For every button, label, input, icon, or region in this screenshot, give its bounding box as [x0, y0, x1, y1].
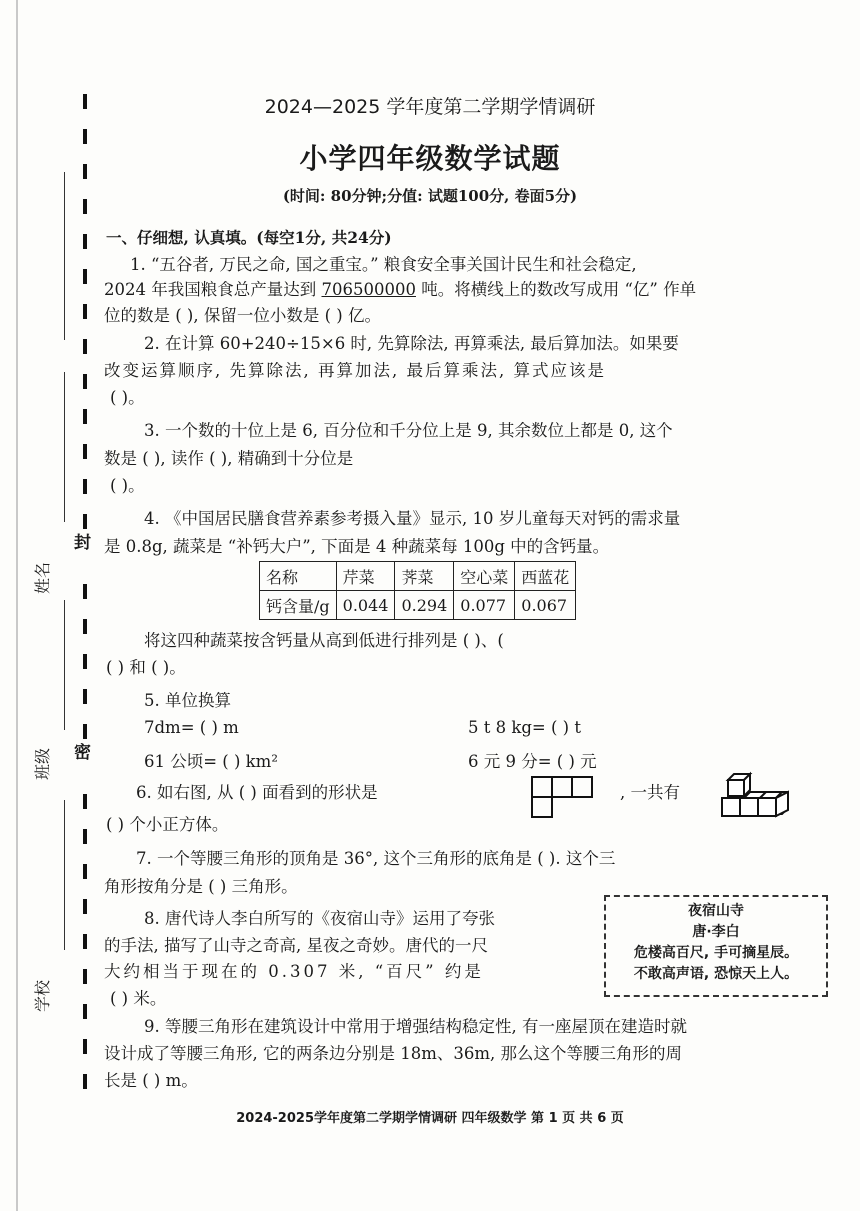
- binding-dash: [83, 794, 87, 809]
- q3-line1: 3. 一个数的十位上是 6, 百分位和千分位上是 9, 其余数位上都是 0, 这个: [144, 421, 673, 440]
- q1-line3: 位的数是 ( ), 保留一位小数是 ( ) 亿。: [104, 306, 381, 325]
- table-cell: 芹菜: [336, 562, 395, 591]
- calcium-table: [259, 561, 576, 620]
- q1-line1: 1. “五谷者, 万民之命, 国之重宝。” 粮食安全事关国计民生和社会稳定,: [130, 255, 637, 274]
- binding-dash: [83, 1004, 87, 1019]
- binding-dash: [83, 1039, 87, 1054]
- table-cell: 0.077: [454, 591, 515, 620]
- binding-dash: [83, 234, 87, 249]
- scan-edge-line: [16, 0, 18, 1211]
- binding-dash: [83, 514, 87, 529]
- table-cell: 0.067: [515, 591, 576, 620]
- poem-title: 夜宿山寺: [688, 903, 744, 919]
- q6-line1b: , 一共有: [620, 783, 680, 802]
- table-cell: 荠菜: [395, 562, 454, 591]
- class-line: [64, 372, 65, 522]
- q5-c: 61 公顷= ( ) km²: [144, 752, 278, 771]
- page-footer: 2024-2025学年度第二学期学情调研 四年级数学 第 1 页 共 6 页: [236, 1111, 624, 1126]
- section-title: 一、仔细想, 认真填。(每空1分, 共24分): [106, 228, 392, 247]
- secret-mark: 密: [74, 743, 91, 763]
- binding-dash: [83, 269, 87, 284]
- binding-dash: [83, 619, 87, 634]
- poem-box: [604, 895, 828, 997]
- q4-line2: 是 0.8g, 蔬菜是 “补钙大户”, 下面是 4 种蔬菜每 100g 中的含钙量。: [104, 537, 610, 556]
- binding-dash: [83, 934, 87, 949]
- q6-line2: ( ) 个小正方体。: [106, 815, 229, 834]
- school-line: [64, 800, 65, 950]
- q8-line3: 大约相当于现在的 0.307 米, “百尺” 约是: [104, 962, 484, 981]
- seal-mark: 封: [74, 533, 91, 553]
- q6-line1a: 6. 如右图, 从 ( ) 面看到的形状是: [136, 783, 378, 802]
- q4-line4: ( ) 和 ( )。: [106, 658, 186, 677]
- binding-dash: [83, 969, 87, 984]
- binding-dash: [83, 829, 87, 844]
- poem-line: 不敢高声语, 恐惊天上人。: [633, 966, 799, 982]
- binding-dash: [83, 479, 87, 494]
- binding-dash: [83, 339, 87, 354]
- binding-dash: [83, 724, 87, 739]
- class-label: 班级: [33, 747, 52, 780]
- exam-session: 2024—2025 学年度第二学期学情调研: [264, 96, 596, 118]
- binding-dash: [83, 1074, 87, 1089]
- table-cell: 西蓝花: [515, 562, 576, 591]
- cube-stack-figure: [718, 770, 798, 826]
- exam-meta: (时间: 80分钟;分值: 试题100分, 卷面5分): [282, 187, 578, 205]
- binding-dash: [83, 444, 87, 459]
- binding-dash: [83, 654, 87, 669]
- q4-line3: 将这四种蔬菜按含钙量从高到低进行排列是 ( )、(: [144, 631, 504, 650]
- q7-line2: 角形按角分是 ( ) 三角形。: [104, 877, 298, 896]
- q9-line1: 9. 等腰三角形在建筑设计中常用于增强结构稳定性, 有一座屋顶在建造时就: [144, 1017, 687, 1036]
- class-line-2: [64, 600, 65, 730]
- view-shape-figure: [528, 773, 598, 823]
- q1-number: 706500000: [321, 280, 416, 299]
- table-cell: 名称: [260, 562, 337, 591]
- q5-a: 7dm= ( ) m: [144, 718, 239, 737]
- table-cell: 钙含量/g: [260, 591, 337, 620]
- q2-line1: 2. 在计算 60+240÷15×6 时, 先算除法, 再算乘法, 最后算加法。如果要: [144, 334, 679, 353]
- q2-line3: ( )。: [110, 388, 145, 407]
- poem-author: 唐·李白: [692, 924, 740, 940]
- table-row: [260, 591, 576, 620]
- table-header-row: [260, 562, 576, 591]
- q9-line2: 设计成了等腰三角形, 它的两条边分别是 18m、36m, 那么这个等腰三角形的周: [104, 1044, 683, 1063]
- table-cell: 0.044: [336, 591, 395, 620]
- q5-title: 5. 单位换算: [144, 691, 231, 710]
- q3-line2: 数是 ( ), 读作 ( ), 精确到十分位是: [104, 449, 354, 468]
- binding-dash: [83, 864, 87, 879]
- q1-line2: 2024 年我国粮食总产量达到 706500000 吨。将横线上的数改写成用 “亿” 作单: [104, 280, 697, 299]
- q5-d: 6 元 9 分= ( ) 元: [468, 752, 597, 771]
- binding-dash: [83, 409, 87, 424]
- q8-line2: 的手法, 描写了山寺之奇高, 星夜之奇妙。唐代的一尺: [104, 936, 488, 955]
- q7-line1: 7. 一个等腰三角形的顶角是 36°, 这个三角形的底角是 ( ). 这个三: [136, 849, 616, 868]
- binding-dash: [83, 304, 87, 319]
- q2-line2: 改变运算顺序, 先算除法, 再算加法, 最后算乘法, 算式应该是: [104, 361, 606, 380]
- exam-title: 小学四年级数学试题: [299, 142, 561, 175]
- name-label: 姓名: [33, 561, 52, 594]
- binding-dash: [83, 689, 87, 704]
- binding-dash: [83, 899, 87, 914]
- table-cell: 0.294: [395, 591, 454, 620]
- binding-dash: [83, 584, 87, 599]
- binding-dash: [83, 374, 87, 389]
- q4-line1: 4. 《中国居民膳食营养素参考摄入量》显示, 10 岁儿童每天对钙的需求量: [144, 509, 681, 528]
- q5-b: 5 t 8 kg= ( ) t: [468, 718, 581, 737]
- q8-line1: 8. 唐代诗人李白所写的《夜宿山寺》运用了夸张: [144, 909, 495, 928]
- q9-line3: 长是 ( ) m。: [104, 1071, 198, 1090]
- q3-line3: ( )。: [110, 476, 145, 495]
- school-label: 学校: [33, 979, 52, 1012]
- poem-line: 危楼高百尺, 手可摘星辰。: [633, 945, 799, 961]
- table-cell: 空心菜: [454, 562, 515, 591]
- q8-line4: ( ) 米。: [110, 989, 167, 1008]
